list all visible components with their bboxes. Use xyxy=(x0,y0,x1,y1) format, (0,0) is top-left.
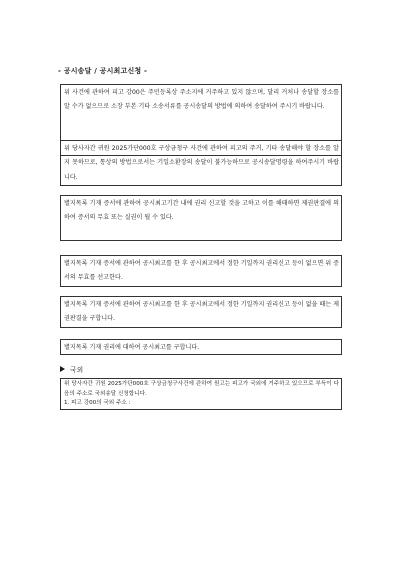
paragraph-text: 별지목록 기재 증서에 관하여 공시최고를 한 후 공시최고에서 정한 기일까지 권리신고 등이 없을 때는 제권판결을 구합니다. xyxy=(64,301,339,323)
document-title: - 공시송달 / 공시최고신청 - xyxy=(58,67,148,75)
abroad-box xyxy=(60,378,342,410)
paragraph-box-4 xyxy=(60,255,342,287)
paragraph-text: 위 당사자간 귀원 2025가단000호 구상금청구 사건에 관하여 피고의 주거, 기타 송달해야 할 장소를 알지 못하므로, 통상의 방법으로서는 기일소환장의 송달이 불가능하므로 공시송달명령을 하여주시기 바랍니다. xyxy=(64,145,339,181)
paragraph-box-3 xyxy=(60,195,342,241)
abroad-address-item: 1. 피고 강00의 국외 주소 : xyxy=(64,400,131,407)
paragraph-box-6 xyxy=(60,339,342,355)
paragraph-text: 별지목록 기재 증서에 관하여 공시최고기간 내에 권리 신고할 것을 고하고 이를 해태하면 제권판결에 의하여 증서의 무효 또는 실권이 될 수 있다. xyxy=(64,200,339,222)
abroad-heading-label: 국외 xyxy=(70,366,84,374)
abroad-text: 위 당사자간 귀원 2025가단000호 구상금청구사건에 관하여 원고는 피고가 국외에 거주하고 있으므로 부득이 다음의 주소로 국외송달 신청합니다. xyxy=(64,381,339,397)
paragraph-box-5 xyxy=(60,296,342,328)
paragraph-box-2 xyxy=(60,140,342,186)
triangle-bullet-icon xyxy=(60,366,65,372)
paragraph-text: 별지목록 기재 권리에 대하여 공시최고를 구합니다. xyxy=(64,344,200,351)
abroad-heading xyxy=(60,364,83,374)
paragraph-text: 위 사건에 관하여 피고 강00은 주민등록상 주소지에 거주하고 있지 않으며, 달리 거처나 송달할 장소를 알 수가 없으므로 소장 부본 기타 소송서류를 공시송달의 방법에 의하여 송달하여 주시기 바랍니다. xyxy=(64,89,339,111)
paragraph-text: 별지목록 기재 증서에 관하여 공시최고를 한 후 공시최고에서 정한 기일까지 권리신고 등이 없으면 위 증서의 무효를 선고한다. xyxy=(64,260,339,282)
